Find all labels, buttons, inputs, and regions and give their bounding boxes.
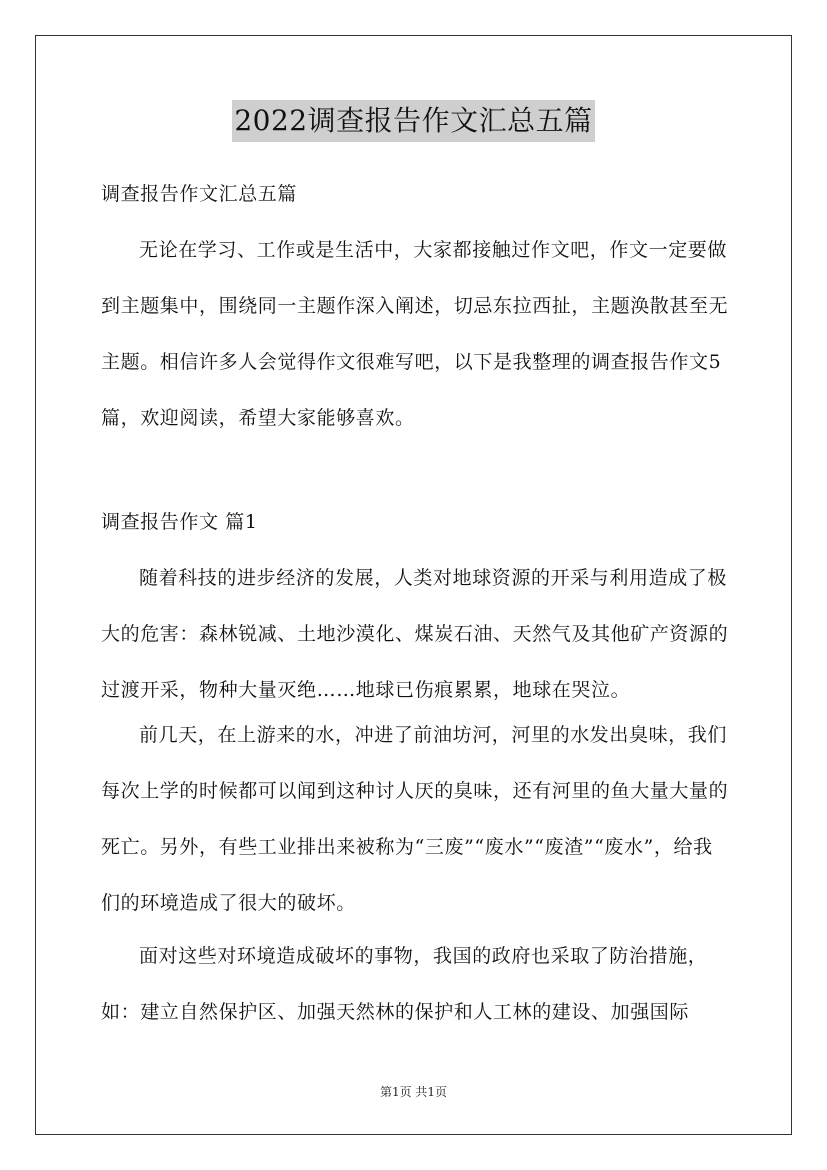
page-number-footer: 第1页 共1页 <box>379 1085 448 1099</box>
body-paragraph-3: 面对这些对环境造成破坏的事物，我国的政府也采取了防治措施，如：建立自然保护区、加强天然林的保护和人工林的建设、加强国际 <box>101 945 708 1023</box>
document-title: 2022调查报告作文汇总五篇 <box>232 100 594 142</box>
body-paragraph-2: 前几天，在上游来的水，冲进了前油坊河，河里的水发出臭味，我们每次上学的时候都可以闻到这种讨人厌的臭味，还有河里的鱼大量大量的死亡。另外，有些工业排出来被称为“三废”“废水”“废渣”“废水”，给我们的环境造成了很大的破坏。 <box>101 724 729 914</box>
document-subtitle: 调查报告作文汇总五篇 <box>101 183 298 205</box>
title-container <box>0 100 827 142</box>
intro-paragraph: 无论在学习、工作或是生活中，大家都接触过作文吧，作文一定要做到主题集中，围绕同一主题作深入阐述，切忌东拉西扯，主题涣散甚至无主题。相信许多人会觉得作文很难写吧，以下是我整理的调查报告作文5篇，欢迎阅读，希望大家能够喜欢。 <box>101 239 729 429</box>
section-heading: 调查报告作文 篇1 <box>101 511 258 533</box>
body-paragraph-1: 随着科技的进步经济的发展，人类对地球资源的开采与利用造成了极大的危害：森林锐减、土地沙漠化、煤炭石油、天然气及其他矿产资源的过渡开采，物种大量灭绝……地球已伤痕累累，地球在哭泣。 <box>101 567 729 701</box>
